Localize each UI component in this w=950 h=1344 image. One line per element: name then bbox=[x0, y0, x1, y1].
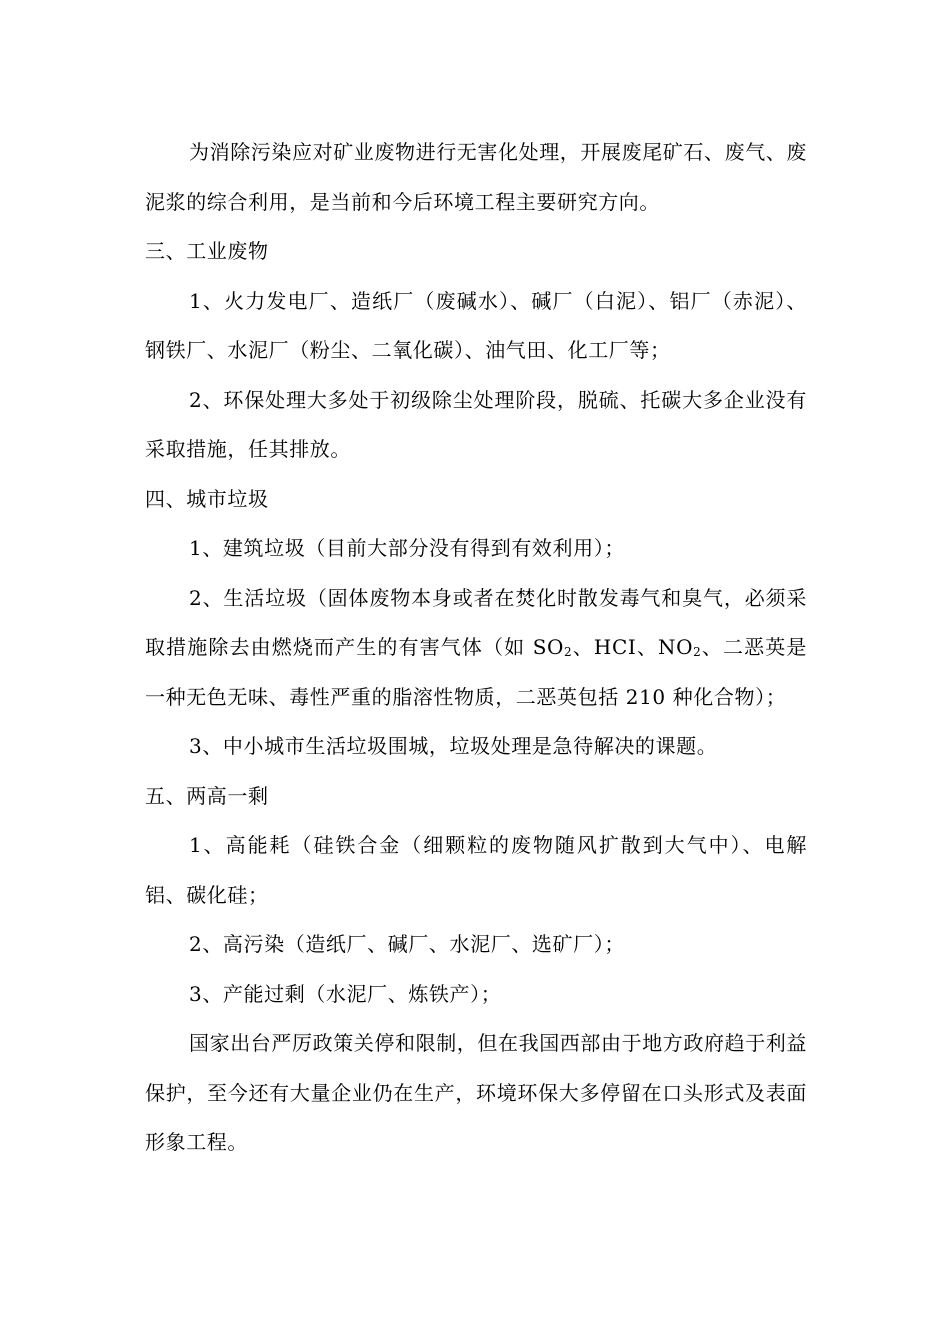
urban-garbage-item-1: 1、建筑垃圾（目前大部分没有得到有效利用）； bbox=[189, 536, 625, 560]
two-high-item-1: 1、高能耗（硅铁合金（细颗粒的废物随风扩散到大气中）、电解铝、碳化硅； bbox=[145, 833, 807, 907]
no2-subscript: 2 bbox=[693, 645, 702, 659]
urban-garbage-item-2 bbox=[145, 574, 807, 723]
industrial-waste-item-1: 1、火力发电厂、造纸厂（废碱水）、碱厂（白泥）、铝厂（赤泥）、钢铁厂、水泥厂（粉尘、二氧化碳）、油气田、化工厂等； bbox=[145, 288, 807, 362]
urban-garbage-item-3: 3、中小城市生活垃圾围城，垃圾处理是急待解决的课题。 bbox=[189, 734, 718, 758]
closing-paragraph: 国家出台严厉政策关停和限制，但在我国西部由于地方政府趋于利益保护，至今还有大量企业仍在生产，环境环保大多停留在口头形式及表面形象工程。 bbox=[145, 1031, 807, 1154]
section-heading-industrial-waste: 三、工业废物 bbox=[145, 239, 269, 263]
intro-paragraph: 为消除污染应对矿业废物进行无害化处理，开展废尾矿石、废气、废泥浆的综合利用，是当前和今后环境工程主要研究方向。 bbox=[145, 140, 807, 214]
so2-subscript: 2 bbox=[564, 645, 573, 659]
document-page bbox=[145, 128, 807, 1168]
industrial-waste-item-2: 2、环保处理大多处于初级除尘处理阶段，脱硫、托碳大多企业没有采取措施，任其排放。 bbox=[145, 387, 807, 461]
two-high-item-2: 2、高污染（造纸厂、碱厂、水泥厂、选矿厂）； bbox=[189, 932, 625, 956]
item2-text-part3: 、二恶英是一种无色无味、毒性严重的脂溶性物质，二恶英包括 210 种化合物）； bbox=[145, 635, 807, 709]
section-heading-urban-garbage: 四、城市垃圾 bbox=[145, 486, 269, 511]
item2-text-part1: 2、生活垃圾（固体废物本身或者在焚化时散发毒气和臭气，必须采取措施除去由燃烧而产生的有害气体（如 SO bbox=[145, 585, 807, 659]
item2-text-part2: 、HCI、NO bbox=[572, 635, 694, 659]
section-heading-two-high-one-surplus: 五、两高一剩 bbox=[145, 783, 269, 808]
two-high-item-3: 3、产能过剩（水泥厂、炼铁产）； bbox=[189, 981, 502, 1006]
